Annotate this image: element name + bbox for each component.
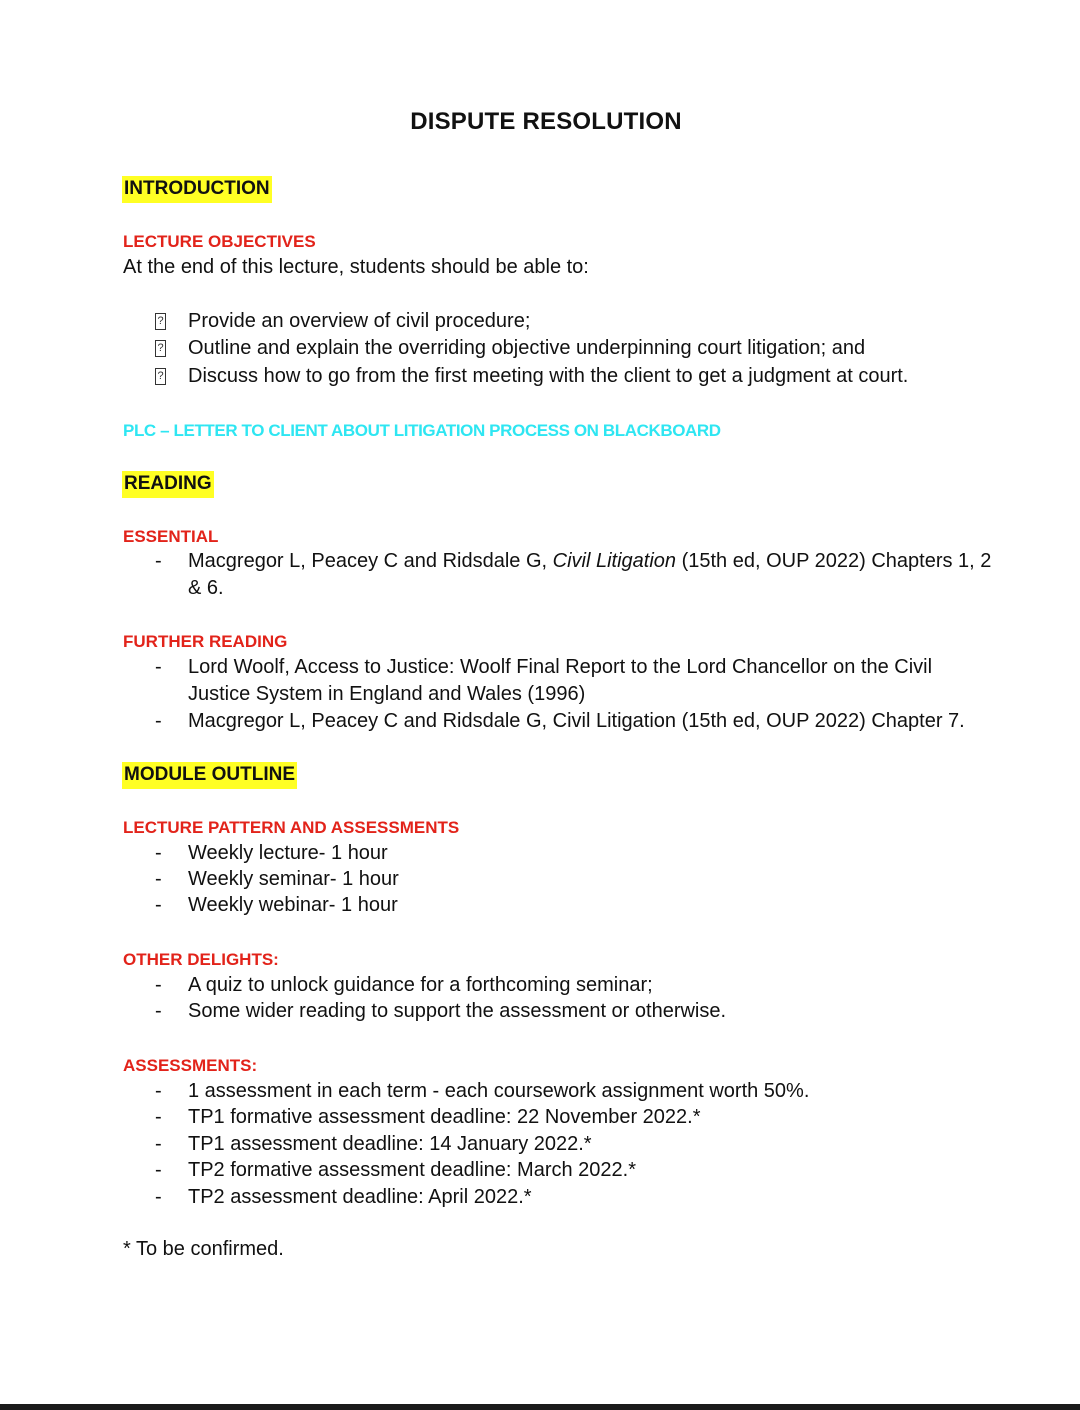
- module-outline-heading: MODULE OUTLINE: [122, 762, 297, 789]
- plc-note: PLC – LETTER TO CLIENT ABOUT LITIGATION PROCESS ON BLACKBOARD: [123, 421, 721, 440]
- further-reading-item-continuation: Justice System in England and Wales (1996): [188, 683, 586, 705]
- page-bottom-edge: [0, 1404, 1080, 1410]
- list-dash: -: [155, 842, 162, 864]
- missing-glyph-bullet-icon: ?: [155, 313, 166, 330]
- introduction-heading: INTRODUCTION: [122, 176, 272, 203]
- objective-item: Provide an overview of civil procedure;: [188, 310, 531, 332]
- list-dash: -: [155, 1159, 162, 1181]
- further-reading-heading: FURTHER READING: [123, 632, 288, 651]
- list-dash: -: [155, 550, 162, 572]
- list-dash: -: [155, 974, 162, 996]
- pattern-item: Weekly seminar- 1 hour: [188, 868, 399, 890]
- missing-glyph-bullet-icon: ?: [155, 340, 166, 357]
- list-dash: -: [155, 656, 162, 678]
- other-delights-heading: OTHER DELIGHTS:: [123, 950, 279, 969]
- document-title: DISPUTE RESOLUTION: [410, 108, 682, 135]
- pattern-item: Weekly lecture- 1 hour: [188, 842, 388, 864]
- assessment-item: TP2 assessment deadline: April 2022.*: [188, 1186, 532, 1208]
- assessment-item: TP1 formative assessment deadline: 22 November 2022.*: [188, 1106, 701, 1128]
- delight-item: Some wider reading to support the assessment or otherwise.: [188, 1000, 727, 1022]
- list-dash: -: [155, 1186, 162, 1208]
- list-dash: -: [155, 1000, 162, 1022]
- delight-item: A quiz to unlock guidance for a forthcoming seminar;: [188, 974, 653, 996]
- list-dash: -: [155, 868, 162, 890]
- lecture-objectives-heading: LECTURE OBJECTIVES: [123, 232, 316, 251]
- further-reading-item: Macgregor L, Peacey C and Ridsdale G, Civil Litigation (15th ed, OUP 2022) Chapter 7.: [188, 710, 965, 732]
- further-reading-item: Lord Woolf, Access to Justice: Woolf Final Report to the Lord Chancellor on the Civil: [188, 656, 933, 678]
- footnote: * To be confirmed.: [123, 1238, 284, 1260]
- assessment-item: 1 assessment in each term - each coursework assignment worth 50%.: [188, 1080, 810, 1102]
- list-dash: -: [155, 1106, 162, 1128]
- book-title: Civil Litigation: [552, 550, 677, 572]
- missing-glyph-bullet-icon: ?: [155, 368, 166, 385]
- essential-reading-continuation: & 6.: [188, 577, 224, 599]
- objectives-intro-text: At the end of this lecture, students should be able to:: [123, 256, 589, 278]
- objective-item: Outline and explain the overriding objective underpinning court litigation; and: [188, 337, 866, 359]
- assessment-item: TP1 assessment deadline: 14 January 2022.*: [188, 1133, 592, 1155]
- assessment-item: TP2 formative assessment deadline: March 2022.*: [188, 1159, 636, 1181]
- assessments-heading: ASSESSMENTS:: [123, 1056, 258, 1075]
- objective-item: Discuss how to go from the first meeting with the client to get a judgment at court.: [188, 365, 909, 387]
- reading-heading: READING: [122, 471, 214, 498]
- list-dash: -: [155, 710, 162, 732]
- pattern-item: Weekly webinar- 1 hour: [188, 894, 398, 916]
- list-dash: -: [155, 1133, 162, 1155]
- list-dash: -: [155, 1080, 162, 1102]
- list-dash: -: [155, 894, 162, 916]
- essential-reading-item: Macgregor L, Peacey C and Ridsdale G, Civil Litigation (15th ed, OUP 2022) Chapters 1, 2: [188, 550, 992, 572]
- lecture-pattern-heading: LECTURE PATTERN AND ASSESSMENTS: [123, 818, 460, 837]
- essential-heading: ESSENTIAL: [123, 527, 219, 546]
